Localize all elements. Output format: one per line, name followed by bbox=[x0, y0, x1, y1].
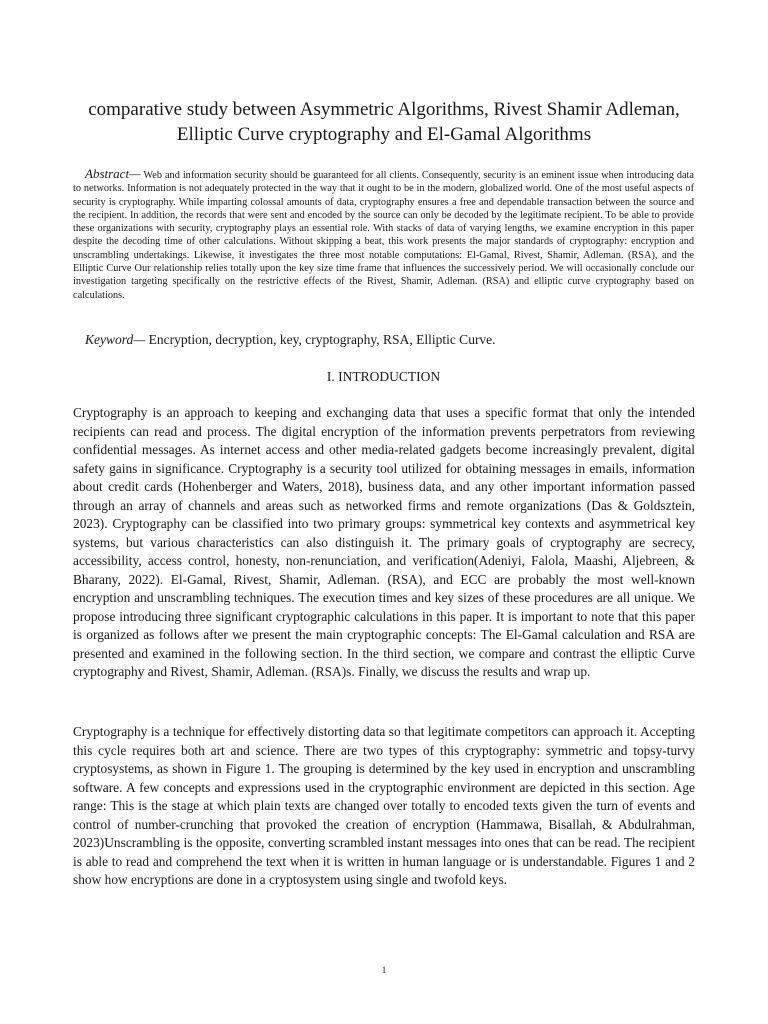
intro-paragraph-2: Cryptography is a technique for effectively distorting data so that legitimate competitors can approach it. Accepting this cycle requires both art and science. There are two types of this cryptography: symmetric and topsy-turvy cryptosystems, as shown in Figure 1. The grouping is determined by the key used in encryption and unscrambling software. A few concepts and expressions used in the cryptographic environment are depicted in this section. Age range: This is the stage at which plain texts are changed over totally to encoded texts given the turn of events and control of number-crunching that provoked the creation of encryption (Hammawa, Bisallah, & Abdulrahman, 2023)Unscrambling is the opposite, converting scrambled instant messages into ones that can be read. The recipient is able to read and comprehend the text when it is written in human language or is understandable. Figures 1 and 2 show how encryptions are done in a cryptosystem using single and twofold keys. bbox=[73, 724, 695, 887]
page-number: 1 bbox=[381, 965, 387, 975]
keywords bbox=[85, 331, 685, 348]
keywords-label: Keyword— bbox=[85, 332, 146, 347]
abstract-text: Web and information security should be guaranteed for all clients. Consequently, security is an eminent issue when introducing data to networks. Information is not adequately protected in the way that it ought to be in the modern, globalized world. One of the most useful aspects of security is cryptography. While imparting colossal amounts of data, cryptography ensures a free and dependable transaction between the source and the recipient. In addition, the records that were sent and encoded by the source can only be decoded by the legitimate recipient. To be able to provide these organizations with security, cryptography plays an essential role. With stacks of data of varying lengths, we examine encryption in this paper despite the decoding time of other calculations. Without skipping a beat, this work presents the major standards of cryptography: encryption and unscrambling undertakings. Likewise, it investigates the three most notable computations: El-Gamal, Rivest, Shamir, Adleman. (RSA), and the Elliptic Curve Our relationship relies totally upon the key size time frame that influences the successively period. We will occasionally conclude our investigation targeting specifically on the restrictive effects of the Rivest, Shamir, Adleman. (RSA) and elliptic curve cryptography based on calculations. bbox=[73, 170, 694, 301]
paper-title: comparative study between Asymmetric Algorithms, Rivest Shamir Adleman, Elliptic Curve cryptography and El-Gamal Algorithms bbox=[88, 99, 680, 145]
abstract-label: Abstract— bbox=[85, 166, 141, 181]
abstract bbox=[73, 167, 694, 302]
keywords-text: Encryption, decryption, key, cryptography, RSA, Elliptic Curve. bbox=[145, 332, 496, 347]
intro-paragraph-1: Cryptography is an approach to keeping and exchanging data that uses a specific format that only the intended recipients can read and process. The digital encryption of the information prevents perpetrators from reviewing confidential messages. As internet access and other media-related gadgets become increasingly prevalent, digital safety gains in significance. Cryptography is a security tool utilized for obtaining messages in emails, information about credit cards (Hohenberger and Waters, 2018), business data, and any other important information passed through an array of channels and areas such as networked firms and remote organizations (Das & Goldsztein, 2023). Cryptography can be classified into two primary groups: symmetrical key contexts and asymmetrical key systems, but various characteristics can also distinguish it. The primary goals of cryptography are secrecy, accessibility, access control, honesty, non-renunciation, and verification(Adeniyi, Falola, Maashi, Aljebreen, & Bharany, 2022). El-Gamal, Rivest, Shamir, Adleman. (RSA), and ECC are probably the most well-known encryption and unscrambling techniques. The execution times and key sizes of these procedures are all unique. We propose introducing three significant cryptographic calculations in this paper. It is important to note that this paper is organized as follows after we present the main cryptographic concepts: The El-Gamal calculation and RSA are presented and examined in the following section. In the third section, we compare and contrast the elliptic Curve cryptography and Rivest, Shamir, Adleman. (RSA)s. Finally, we discuss the results and wrap up. bbox=[73, 405, 695, 679]
section-heading-introduction: I. INTRODUCTION bbox=[326, 369, 441, 384]
